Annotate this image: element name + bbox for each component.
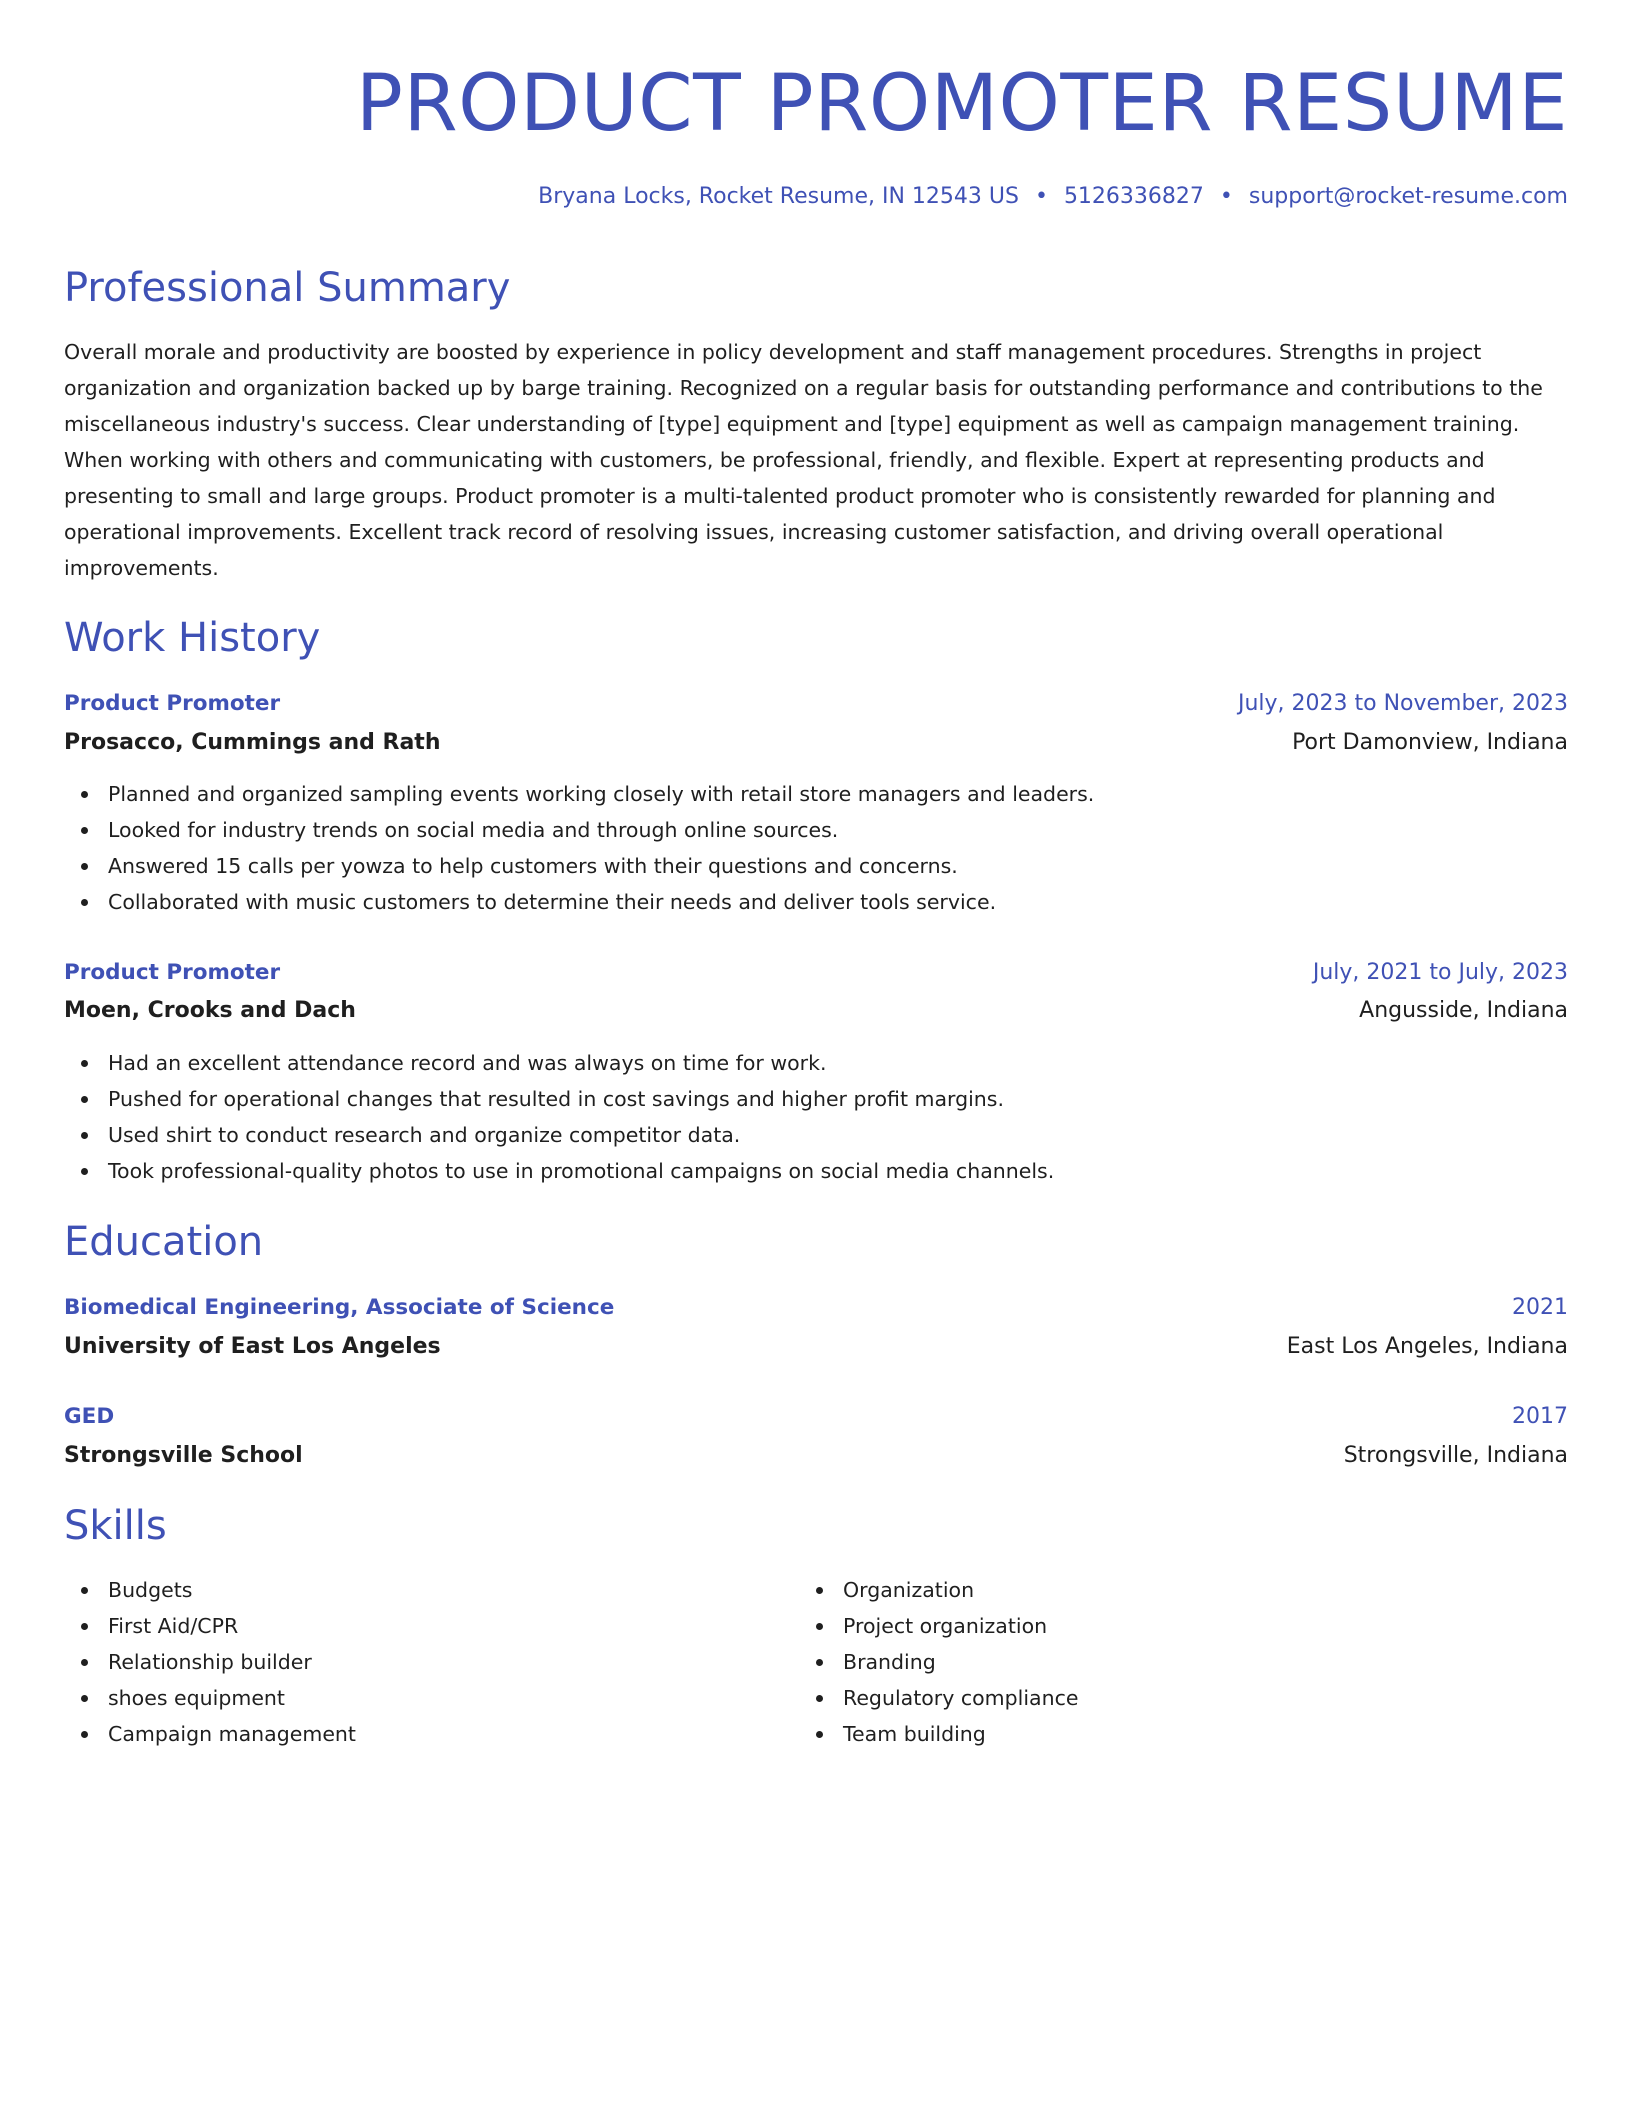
education-degree: GED [64,1404,115,1429]
education-degree: Biomedical Engineering, Associate of Science [64,1295,615,1320]
list-item: Planned and organized sampling events working closely with retail store managers and leaders. [64,776,1094,812]
skill-item: First Aid/CPR [64,1608,356,1644]
resume-page [64,0,1568,2112]
separator-dot: • [1034,184,1048,209]
education-year: 2017 [1512,1404,1568,1429]
contact-email: support@rocket-resume.com [1248,184,1568,209]
skills-list-left [64,1572,356,1752]
list-item: Used shirt to conduct research and organize competitor data. [64,1117,1054,1153]
job-header [64,686,1568,722]
education-header [64,1290,1568,1326]
skill-item: Team building [799,1716,1078,1752]
contact-line [538,180,1568,214]
summary-heading: Professional Summary [64,265,511,311]
job-company: Prosacco, Cummings and Rath [64,730,441,755]
job-dates: July, 2021 to July, 2023 [1312,960,1568,985]
education-school: Strongsville School [64,1443,303,1468]
list-item: Pushed for operational changes that resulted in cost savings and higher profit margins. [64,1081,1054,1117]
education-year: 2021 [1512,1295,1568,1320]
skill-item: Regulatory compliance [799,1680,1078,1716]
skill-item: Branding [799,1644,1078,1680]
separator-dot: • [1219,184,1233,209]
skill-item: Budgets [64,1572,356,1608]
list-item: Took professional-quality photos to use in promotional campaigns on social media channels. [64,1153,1054,1189]
job-bullets [64,776,1094,920]
contact-phone: 5126336827 [1063,184,1204,209]
job-location: Port Damonview, Indiana [1292,730,1568,755]
list-item: Looked for industry trends on social media and through online sources. [64,812,1094,848]
resume-title: PRODUCT PROMOTER RESUME [355,59,1568,149]
skill-item: Relationship builder [64,1644,356,1680]
education-header [64,1399,1568,1435]
job-company-row [64,725,1568,761]
skill-item: Project organization [799,1608,1078,1644]
job-bullets [64,1045,1054,1189]
skill-item: Campaign management [64,1716,356,1752]
summary-text: Overall morale and productivity are boosted by experience in policy development and staff management procedures. Strengths in project organization and organization backed up by barge training. Recognized on a regular basis for outstanding performance and contributions to the miscellaneous industry's success. Clear understanding of [type] equipment and [type] equipment as well as campaign management training. When working with others and communicating with customers, be professional, friendly, and flexible. Expert at representing products and presenting to small and large groups. Product promoter is a multi-talented product promoter who is consistently rewarded for planning and operational improvements. Excellent track record of resolving issues, increasing customer satisfaction, and driving overall operational improvements. [64,340,1543,580]
skill-item: Organization [799,1572,1078,1608]
education-location: East Los Angeles, Indiana [1286,1334,1568,1359]
education-school: University of East Los Angeles [64,1334,441,1359]
list-item: Answered 15 calls per yowza to help customers with their questions and concerns. [64,848,1094,884]
education-heading: Education [64,1219,264,1265]
education-school-row [64,1329,1568,1365]
skills-list-right [799,1572,1078,1752]
skill-item: shoes equipment [64,1680,356,1716]
education-school-row [64,1438,1568,1474]
job-location: Angusside, Indiana [1359,998,1568,1023]
list-item: Collaborated with music customers to determine their needs and deliver tools service. [64,884,1094,920]
contact-address: Bryana Locks, Rocket Resume, IN 12543 US [538,184,1019,209]
job-header [64,955,1568,991]
education-location: Strongsville, Indiana [1343,1443,1568,1468]
list-item: Had an excellent attendance record and was always on time for work. [64,1045,1054,1081]
job-dates: July, 2023 to November, 2023 [1237,691,1568,716]
job-company-row [64,993,1568,1029]
skills-heading: Skills [64,1503,167,1549]
work-history-heading: Work History [64,615,321,661]
job-title: Product Promoter [64,691,281,716]
job-company: Moen, Crooks and Dach [64,998,356,1023]
job-title: Product Promoter [64,960,281,985]
